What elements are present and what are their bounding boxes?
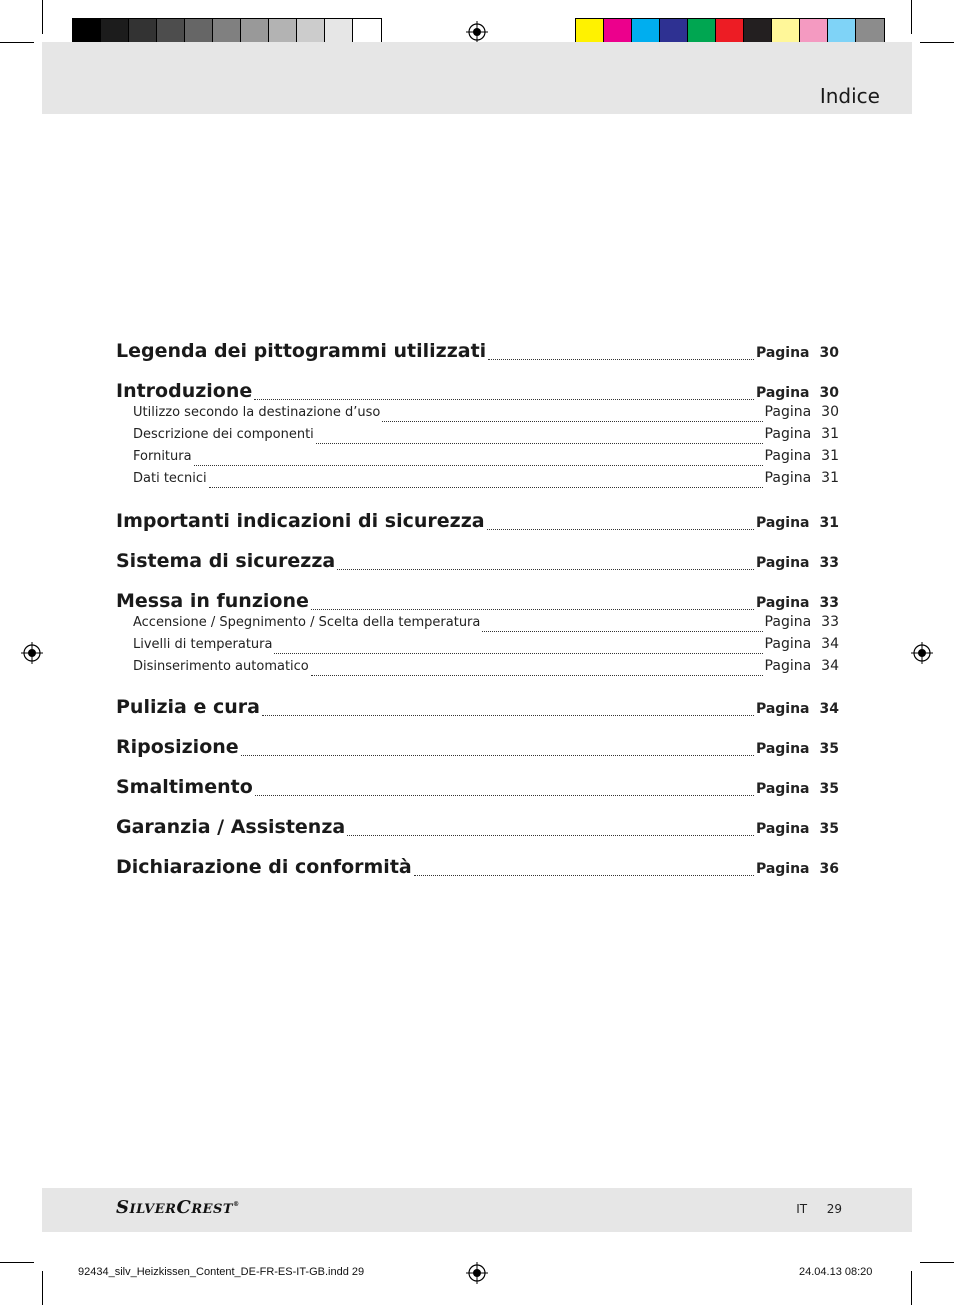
- dot-leader: [209, 487, 763, 488]
- toc-subsection-row: [116, 614, 839, 636]
- toc-entry-title: Introduzione: [116, 380, 253, 402]
- crop-mark: [911, 1271, 912, 1305]
- crop-mark: [911, 0, 912, 34]
- toc-section-row: [116, 816, 839, 840]
- language-code: IT: [796, 1202, 808, 1216]
- toc-page-number: 33: [819, 595, 839, 611]
- toc-page-number: 31: [819, 515, 839, 531]
- page-title: Indice: [819, 84, 880, 108]
- toc-entry-title: Sistema di sicurezza: [116, 550, 336, 572]
- page-label: Pagina: [755, 701, 810, 717]
- page-label: Pagina: [764, 658, 812, 674]
- toc-page-number: 34: [821, 658, 839, 674]
- dot-leader: [316, 443, 763, 444]
- page-label: Pagina: [755, 741, 810, 757]
- dot-leader: [482, 631, 762, 632]
- page-label: Pagina: [764, 636, 812, 652]
- dot-leader: [347, 835, 754, 836]
- page-label: Pagina: [755, 595, 810, 611]
- toc-subsection-row: [116, 658, 839, 680]
- toc-page-number: 35: [819, 821, 839, 837]
- toc-subsection-row: [116, 448, 839, 470]
- page-label: Pagina: [755, 781, 810, 797]
- toc-page-number: 35: [819, 781, 839, 797]
- toc-entry-title: Fornitura: [133, 449, 192, 464]
- brand-logo: SILVERCREST®: [116, 1197, 240, 1218]
- header-band: [42, 42, 912, 114]
- page-label: Pagina: [755, 555, 810, 571]
- crop-mark: [0, 1262, 34, 1263]
- dot-leader: [337, 569, 754, 570]
- page-info: [796, 1202, 842, 1216]
- toc-subsection-row: [116, 636, 839, 658]
- toc-page-number: 30: [819, 385, 839, 401]
- toc-page-number: 33: [821, 614, 839, 630]
- page-label: Pagina: [755, 861, 810, 877]
- toc-page-number: 33: [819, 555, 839, 571]
- toc-entry-title: Pulizia e cura: [116, 696, 260, 718]
- page-number: 29: [826, 1202, 842, 1216]
- page-label: Pagina: [764, 614, 812, 630]
- page-label: Pagina: [755, 515, 810, 531]
- dot-leader: [311, 675, 763, 676]
- toc-subsection-row: [116, 426, 839, 448]
- crop-mark: [920, 1262, 954, 1263]
- table-of-contents: [116, 340, 839, 880]
- registration-mark-icon: [21, 642, 43, 664]
- dot-leader: [488, 359, 754, 360]
- toc-section-row: [116, 340, 839, 364]
- registration-mark-icon: [911, 642, 933, 664]
- crop-mark: [42, 1271, 43, 1305]
- toc-entry-title: Utilizzo secondo la destinazione d’uso: [133, 405, 381, 420]
- toc-section-row: [116, 776, 839, 800]
- dot-leader: [241, 755, 754, 756]
- toc-subsection-row: [116, 470, 839, 492]
- toc-entry-title: Dichiarazione di conformità: [116, 856, 412, 878]
- toc-page-number: 35: [819, 741, 839, 757]
- dot-leader: [311, 609, 754, 610]
- toc-section-row: [116, 590, 839, 614]
- toc-section-row: [116, 856, 839, 880]
- dot-leader: [414, 875, 754, 876]
- toc-page-number: 34: [819, 701, 839, 717]
- crop-mark: [920, 42, 954, 43]
- toc-page-number: 30: [821, 404, 839, 420]
- toc-section-row: [116, 736, 839, 760]
- slug-date: 24.04.13 08:20: [799, 1266, 873, 1278]
- toc-page-number: 36: [819, 861, 839, 877]
- toc-page-number: 31: [821, 426, 839, 442]
- toc-entry-title: Livelli di temperatura: [133, 637, 273, 652]
- dot-leader: [262, 715, 754, 716]
- registration-mark-icon: [466, 1262, 488, 1284]
- page-label: Pagina: [764, 426, 812, 442]
- toc-entry-title: Descrizione dei componenti: [133, 427, 314, 442]
- dot-leader: [487, 529, 754, 530]
- dot-leader: [382, 421, 762, 422]
- page-label: Pagina: [764, 404, 812, 420]
- toc-section-row: [116, 696, 839, 720]
- toc-entry-title: Importanti indicazioni di sicurezza: [116, 510, 485, 532]
- toc-entry-title: Smaltimento: [116, 776, 253, 798]
- toc-entry-title: Accensione / Spegnimento / Scelta della temperatura: [133, 615, 481, 630]
- toc-section-row: [116, 510, 839, 534]
- dot-leader: [255, 795, 754, 796]
- slug-file: 92434_silv_Heizkissen_Content_DE-FR-ES-IT-GB.indd 29: [78, 1266, 365, 1278]
- toc-subsection-row: [116, 404, 839, 426]
- dot-leader: [254, 399, 754, 400]
- toc-section-row: [116, 380, 839, 404]
- toc-entry-title: Disinserimento automatico: [133, 659, 309, 674]
- toc-page-number: 34: [821, 636, 839, 652]
- toc-entry-title: Messa in funzione: [116, 590, 309, 612]
- toc-page-number: 31: [821, 470, 839, 486]
- crop-mark: [42, 0, 43, 34]
- toc-entry-title: Dati tecnici: [133, 471, 207, 486]
- page-label: Pagina: [755, 821, 810, 837]
- page-label: Pagina: [764, 448, 812, 464]
- registration-mark-icon: [466, 21, 488, 43]
- page-label: Pagina: [755, 345, 810, 361]
- toc-section-row: [116, 550, 839, 574]
- page-label: Pagina: [764, 470, 812, 486]
- dot-leader: [274, 653, 762, 654]
- toc-page-number: 30: [819, 345, 839, 361]
- page-label: Pagina: [755, 385, 810, 401]
- dot-leader: [194, 465, 763, 466]
- toc-entry-title: Legenda dei pittogrammi utilizzati: [116, 340, 487, 362]
- crop-mark: [0, 42, 34, 43]
- toc-entry-title: Riposizione: [116, 736, 239, 758]
- toc-page-number: 31: [821, 448, 839, 464]
- toc-entry-title: Garanzia / Assistenza: [116, 816, 346, 838]
